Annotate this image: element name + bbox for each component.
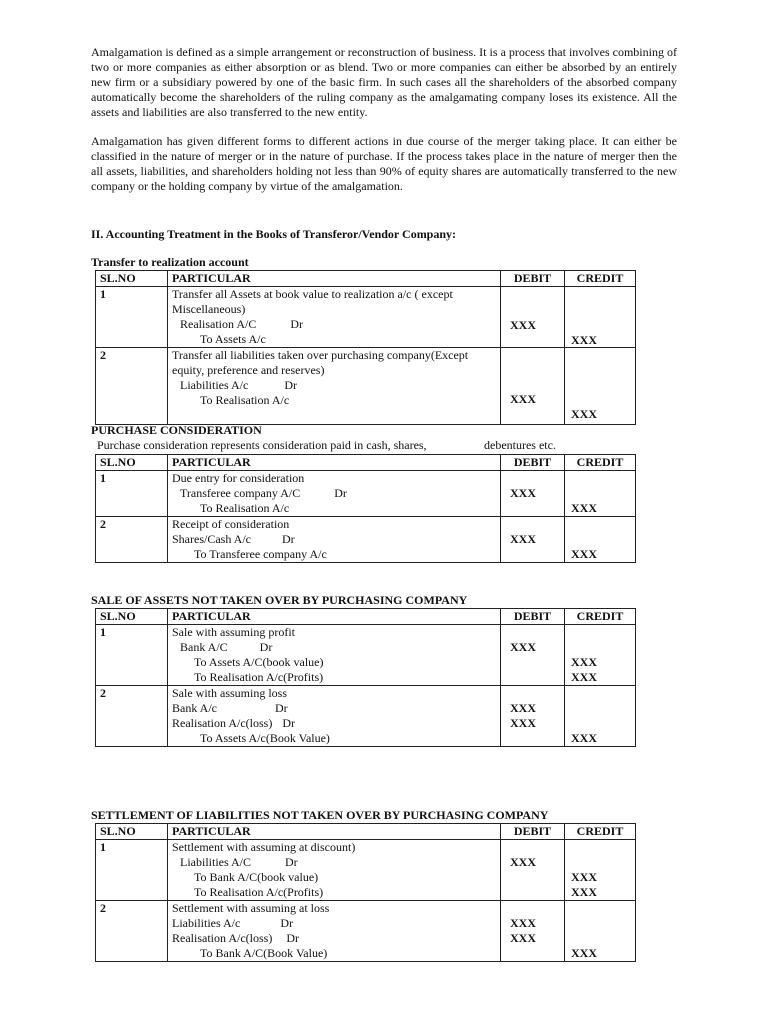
journal-debit-line [172, 486, 496, 501]
credit-amount: XXX [571, 885, 597, 899]
purchase-consideration-table [95, 454, 636, 563]
table-row [96, 686, 636, 747]
sl-no-cell: 2 [96, 686, 168, 747]
debit-amount: XXX [510, 318, 536, 332]
particular-line: Miscellaneous) [172, 302, 246, 316]
table-row [96, 625, 636, 686]
credit-amount: XXX [571, 670, 597, 684]
account-name: Realisation A/c(loss) [172, 716, 273, 730]
credit-header: CREDIT [565, 609, 636, 625]
debit-amount: XXX [510, 392, 536, 406]
journal-credit-line: To Realisation A/c [200, 501, 290, 515]
journal-debit-line [172, 701, 496, 716]
journal-credit-line: To Realisation A/c(Profits) [194, 885, 324, 899]
debit-cell [501, 625, 565, 686]
sl-no-cell: 2 [96, 348, 168, 425]
table-row [96, 901, 636, 962]
credit-amount: XXX [571, 501, 597, 515]
particular-header: PARTICULAR [168, 455, 501, 471]
debit-cell [501, 686, 565, 747]
particular-cell [168, 686, 501, 747]
journal-credit-line: To Bank A/C(Book Value) [200, 946, 328, 960]
account-name: Bank A/c [172, 701, 217, 715]
table2-title: PURCHASE CONSIDERATION [91, 423, 262, 437]
sl-no-header: SL.NO [96, 824, 168, 840]
credit-header: CREDIT [565, 271, 636, 287]
account-name: Transferee company A/C [180, 486, 301, 500]
journal-credit-line: To Assets A/c [200, 332, 266, 346]
particular-header: PARTICULAR [168, 609, 501, 625]
debit-cell [501, 840, 565, 901]
credit-cell [565, 517, 636, 563]
debit-cell [501, 517, 565, 563]
particular-line: Sale with assuming profit [172, 625, 295, 639]
realization-account-table [95, 270, 636, 425]
sl-no-cell: 1 [96, 471, 168, 517]
debit-header: DEBIT [501, 824, 565, 840]
journal-debit-line [172, 640, 496, 655]
credit-header: CREDIT [565, 455, 636, 471]
journal-debit-line [172, 855, 496, 870]
credit-header: CREDIT [565, 824, 636, 840]
journal-debit-line [172, 716, 496, 731]
credit-amount: XXX [571, 655, 597, 669]
credit-cell [565, 686, 636, 747]
debit-header: DEBIT [501, 455, 565, 471]
account-name: Bank A/C [180, 640, 228, 654]
particular-cell [168, 517, 501, 563]
particular-line: Receipt of consideration [172, 517, 290, 531]
credit-amount: XXX [571, 870, 597, 884]
table3-title: SALE OF ASSETS NOT TAKEN OVER BY PURCHASING COMPANY [91, 593, 468, 607]
particular-line: Due entry for consideration [172, 471, 305, 485]
journal-credit-line: To Realisation A/c(Profits) [194, 670, 324, 684]
table4-title: SETTLEMENT OF LIABILITIES NOT TAKEN OVER BY PURCHASING COMPANY [91, 808, 549, 822]
journal-credit-line: To Assets A/C(book value) [194, 655, 324, 669]
dr-mark: Dr [280, 916, 293, 930]
intro-paragraph-1: Amalgamation is defined as a simple arrangement or reconstruction of business. It is a process that involves combining of two or more companies as either absorption or as blend. Two or more companies can either be absorbed by an entirely new firm or a subsidiary powered by one of the basic firm. In such cases all the shareholders of the absorbed company automatically become the shareholders of the ruling company as the amalgamating company loses its existence. All the assets and liabilities are also transferred to the new entity. [91, 45, 677, 119]
debit-amount: XXX [510, 716, 536, 730]
journal-credit-line: To Bank A/C(book value) [194, 870, 319, 884]
table-row [96, 471, 636, 517]
journal-credit-line: To Realisation A/c [200, 393, 290, 407]
credit-cell [565, 840, 636, 901]
account-name: Liabilities A/c [180, 378, 249, 392]
particular-line: Sale with assuming loss [172, 686, 288, 700]
particular-line: Settlement with assuming at loss [172, 901, 330, 915]
credit-cell [565, 901, 636, 962]
particular-header: PARTICULAR [168, 824, 501, 840]
particular-cell [168, 287, 501, 348]
journal-debit-line [172, 532, 496, 547]
journal-debit-line [172, 317, 496, 332]
particular-cell [168, 625, 501, 686]
debit-amount: XXX [510, 486, 536, 500]
debit-amount: XXX [510, 701, 536, 715]
table1-title: Transfer to realization account [91, 255, 249, 269]
debit-cell [501, 471, 565, 517]
debit-amount: XXX [510, 931, 536, 945]
dr-mark: Dr [290, 317, 304, 331]
sl-no-cell: 2 [96, 901, 168, 962]
particular-line: Transfer all Assets at book value to realization a/c ( except [172, 287, 453, 301]
particular-header: PARTICULAR [168, 271, 501, 287]
debit-amount: XXX [510, 640, 536, 654]
dr-mark: Dr [285, 855, 298, 869]
intro-paragraph-2: Amalgamation has given different forms to different actions in due course of the merger taking place. It can either be classified in the nature of merger or in the nature of purchase. If the process takes place in the nature of merger then the all assets, liabilities, and shareholders holding not less than 90% of equity shares are automatically transferred to the new company or the holding company by virtue of the amalgamation. [91, 134, 677, 193]
particular-cell [168, 901, 501, 962]
account-name: Realisation A/c(loss) [172, 931, 273, 945]
debit-header: DEBIT [501, 609, 565, 625]
table-header-row [96, 271, 636, 287]
debit-header: DEBIT [501, 271, 565, 287]
table-header-row [96, 609, 636, 625]
sl-no-cell: 1 [96, 625, 168, 686]
dr-mark: Dr [284, 378, 297, 392]
particular-cell [168, 348, 501, 425]
debit-amount: XXX [510, 855, 536, 869]
sale-of-assets-table [95, 608, 636, 747]
account-name: Realisation A/C [180, 317, 257, 331]
journal-credit-line: To Assets A/c(Book Value) [200, 731, 330, 745]
table2-subtitle-end: debentures etc. [484, 438, 556, 452]
dr-mark: Dr [275, 701, 288, 715]
account-name: Shares/Cash A/c [172, 532, 251, 546]
dr-mark: Dr [282, 716, 295, 730]
journal-debit-line [172, 916, 496, 931]
credit-amount: XXX [571, 407, 597, 421]
particular-line: Transfer all liabilities taken over purchasing company(Except [172, 348, 469, 362]
section-heading: II. Accounting Treatment in the Books of Transferor/Vendor Company: [91, 227, 457, 241]
credit-cell [565, 348, 636, 425]
sl-no-header: SL.NO [96, 455, 168, 471]
table-row [96, 287, 636, 348]
credit-amount: XXX [571, 333, 597, 347]
sl-no-cell: 2 [96, 517, 168, 563]
credit-amount: XXX [571, 946, 597, 960]
table2-subtitle: Purchase consideration represents consideration paid in cash, shares, [97, 438, 427, 452]
sl-no-header: SL.NO [96, 609, 168, 625]
table-row [96, 348, 636, 425]
sl-no-cell: 1 [96, 840, 168, 901]
particular-line: equity, preference and reserves) [172, 363, 325, 377]
dr-mark: Dr [259, 640, 273, 654]
dr-mark: Dr [334, 486, 347, 500]
debit-cell [501, 901, 565, 962]
table-header-row [96, 455, 636, 471]
account-name: Liabilities A/C [180, 855, 251, 869]
credit-amount: XXX [571, 547, 597, 561]
debit-cell [501, 348, 565, 425]
table-row [96, 517, 636, 563]
particular-line: Settlement with assuming at discount) [172, 840, 356, 854]
credit-cell [565, 287, 636, 348]
credit-cell [565, 471, 636, 517]
journal-debit-line [172, 378, 496, 393]
debit-amount: XXX [510, 916, 536, 930]
settlement-of-liabilities-table [95, 823, 636, 962]
debit-cell [501, 287, 565, 348]
journal-credit-line: To Transferee company A/c [194, 547, 327, 561]
account-name: Liabilities A/c [172, 916, 241, 930]
journal-debit-line [172, 931, 496, 946]
sl-no-cell: 1 [96, 287, 168, 348]
dr-mark: Dr [286, 931, 299, 945]
credit-amount: XXX [571, 731, 597, 745]
particular-cell [168, 471, 501, 517]
particular-cell [168, 840, 501, 901]
sl-no-header: SL.NO [96, 271, 168, 287]
table-header-row [96, 824, 636, 840]
debit-amount: XXX [510, 532, 536, 546]
dr-mark: Dr [282, 532, 295, 546]
credit-cell [565, 625, 636, 686]
table-row [96, 840, 636, 901]
